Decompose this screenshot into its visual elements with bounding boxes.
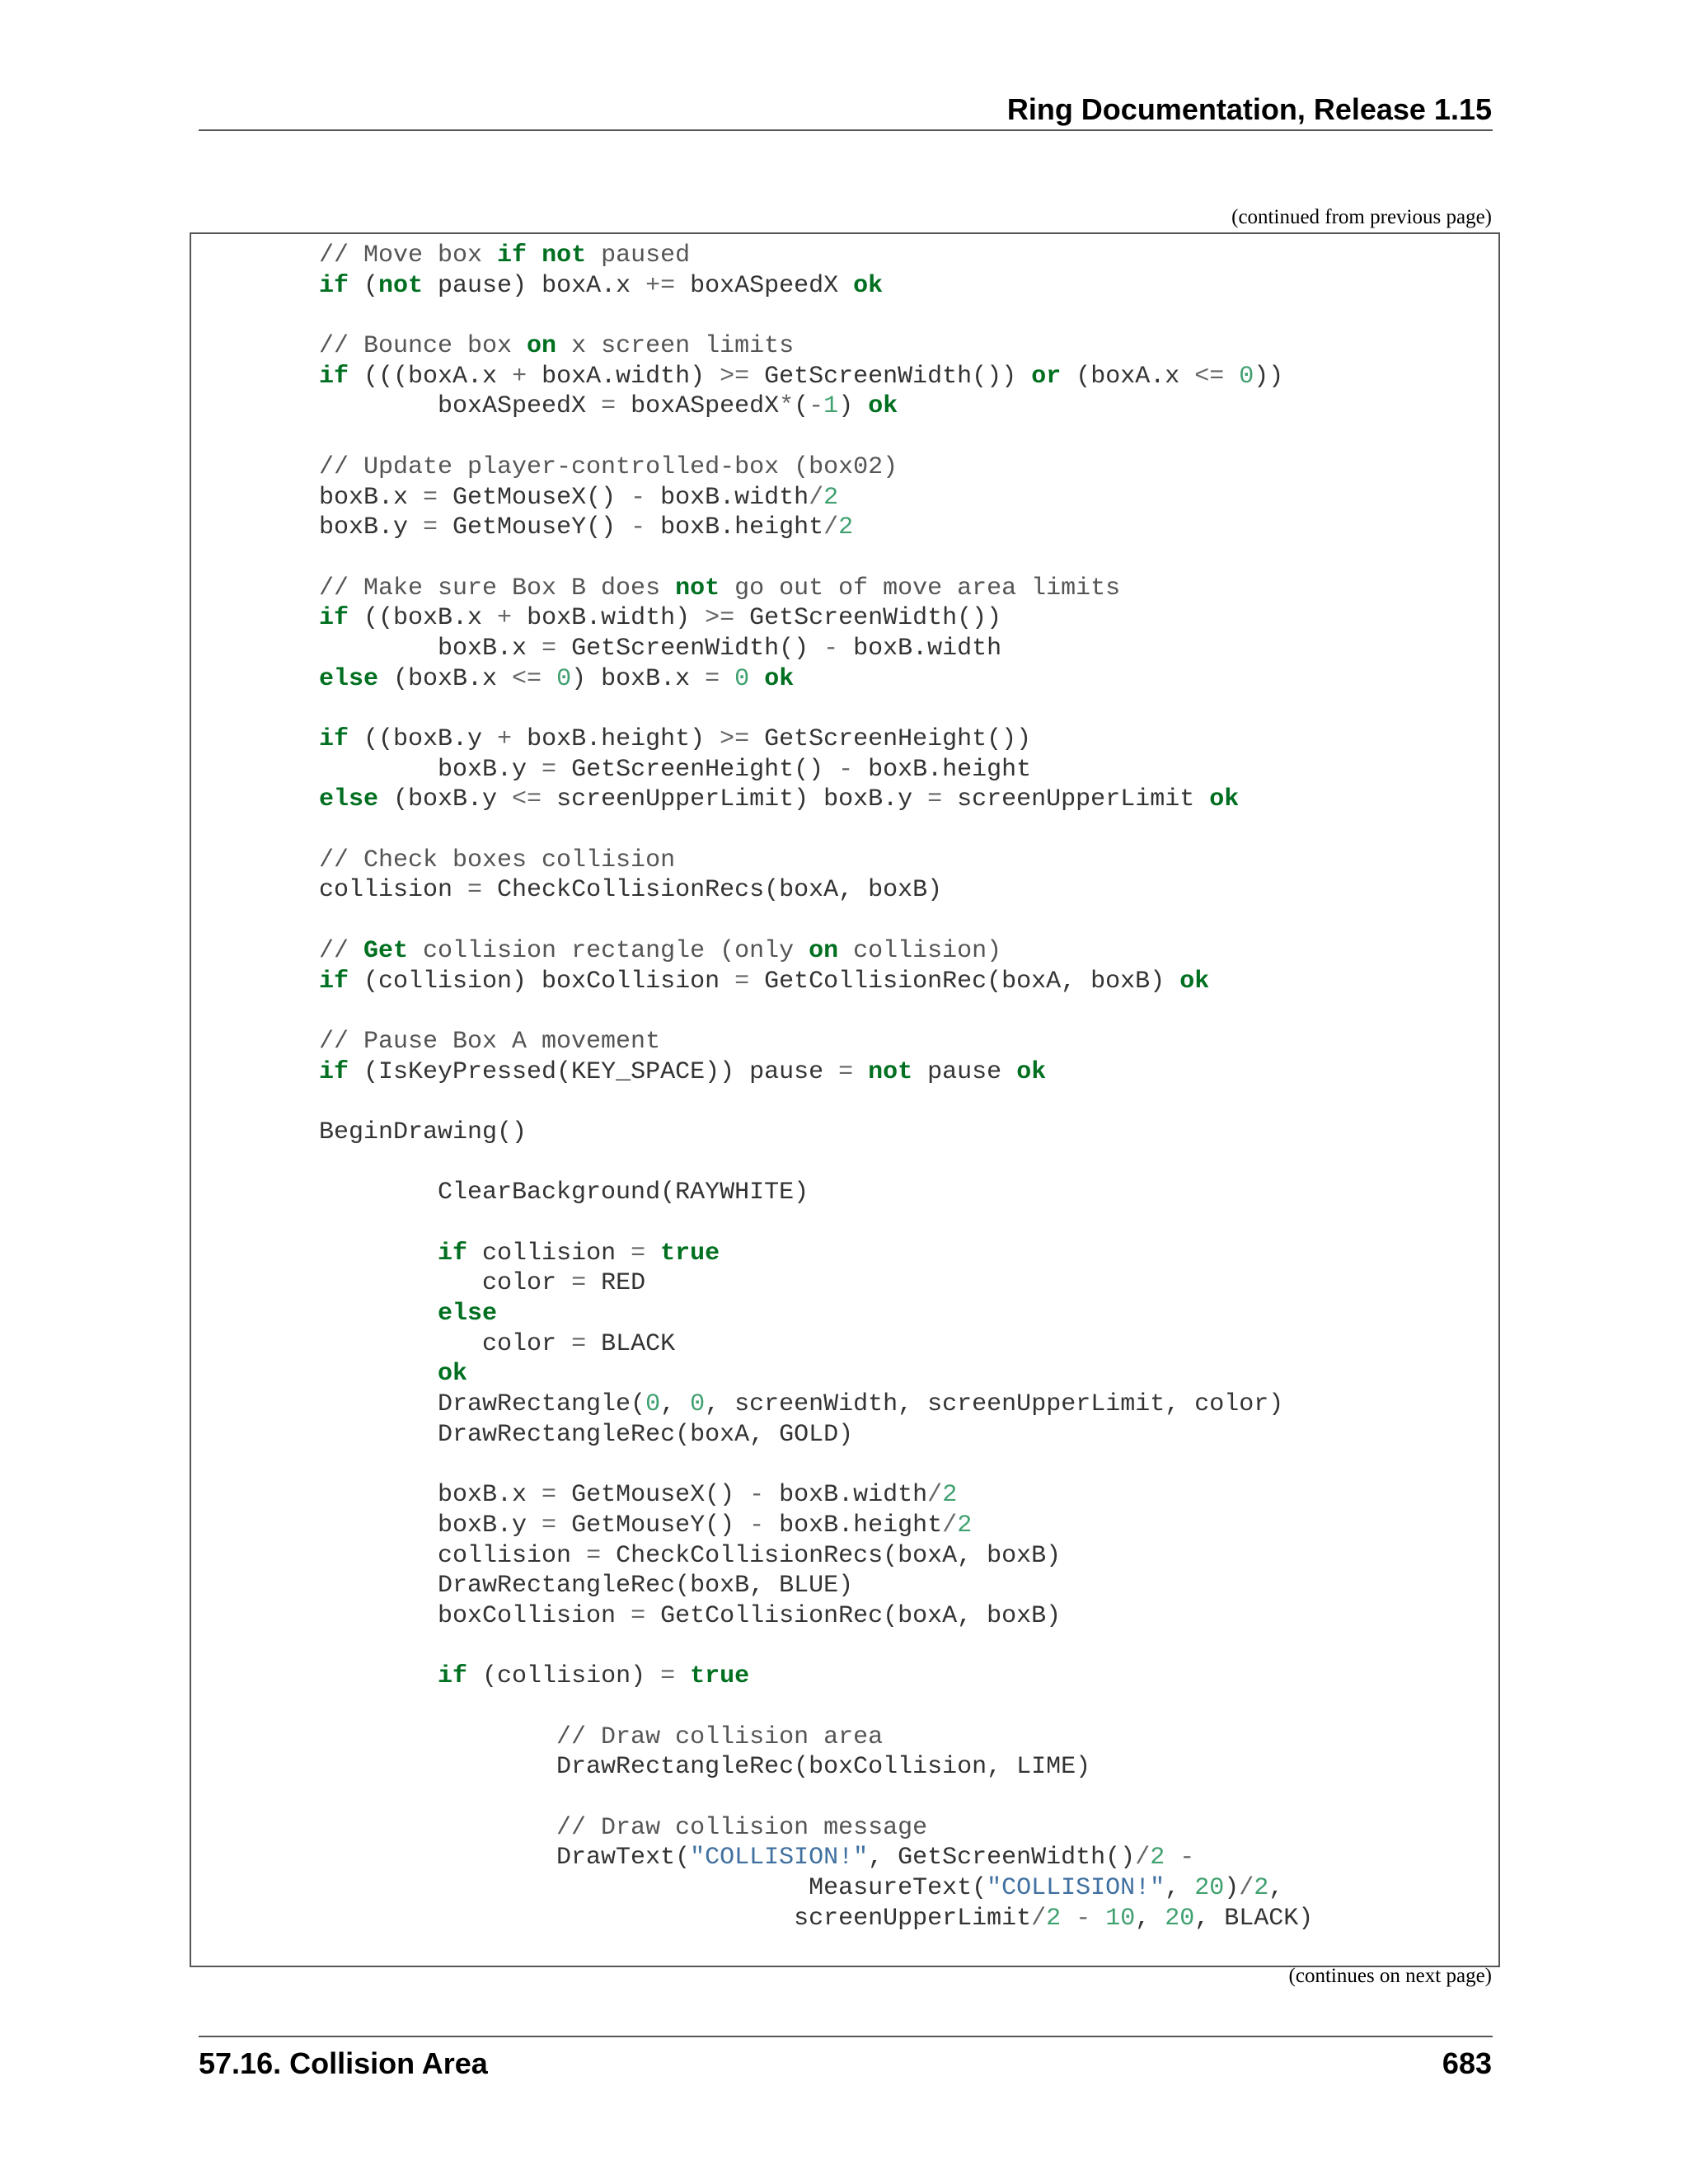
code-line <box>319 1511 1313 1541</box>
code-token: ((boxB.x <box>349 604 498 633</box>
code-token: GetScreenHeight()) <box>749 725 1032 753</box>
code-token: if <box>497 241 528 269</box>
code-line <box>319 452 1313 483</box>
code-token: GetScreenWidth()) <box>734 604 1002 633</box>
code-token: ok <box>868 392 898 421</box>
code-token <box>853 1058 868 1086</box>
code-listing <box>319 241 1313 1934</box>
code-token: = <box>631 1239 646 1268</box>
code-line <box>319 694 1313 724</box>
code-line <box>319 1571 1313 1601</box>
code-token: = <box>927 785 943 814</box>
code-token: 1 <box>823 392 839 421</box>
code-token: - <box>749 1481 765 1510</box>
code-token: pause <box>912 1057 1017 1086</box>
code-token: pause) boxA.x <box>423 271 646 300</box>
code-token: = <box>660 1662 676 1691</box>
code-token: if <box>319 1057 349 1086</box>
code-token: CheckCollisionRecs(boxA, boxB) <box>601 1541 1062 1570</box>
code-token: if <box>319 725 349 753</box>
code-token: // Pause Box A movement <box>319 1027 661 1056</box>
code-token <box>645 1240 660 1268</box>
footer-divider <box>199 2036 1493 2037</box>
code-token: + <box>497 725 513 753</box>
code-token: ( <box>794 392 809 421</box>
code-token: - <box>631 513 646 542</box>
code-token: = <box>542 755 557 784</box>
code-line <box>319 1813 1313 1844</box>
code-token: collision) <box>838 936 1002 965</box>
code-token: DrawRectangleRec(boxCollision, LIME) <box>319 1753 1091 1782</box>
code-token: ((boxB.y <box>349 725 498 753</box>
code-token: , screenWidth, screenUpperLimit, color) <box>705 1390 1284 1419</box>
code-token: 0 <box>1239 362 1254 391</box>
code-token: boxB.y <box>319 755 542 784</box>
code-token: go out of move area limits <box>720 574 1121 602</box>
code-token: not <box>868 1057 913 1086</box>
code-token: screenUpperLimit <box>942 785 1210 814</box>
code-line <box>319 1451 1313 1481</box>
code-token: Get <box>363 936 409 965</box>
code-token: "COLLISION!" <box>690 1844 869 1872</box>
code-token: GetMouseY() <box>556 1511 750 1540</box>
code-token: on <box>527 332 557 361</box>
code-line <box>319 815 1313 846</box>
code-token <box>319 1662 438 1690</box>
code-token: / <box>1239 1874 1254 1903</box>
code-token: // Update player-controlled-box (box02) <box>319 452 898 481</box>
code-token: if <box>319 362 349 391</box>
code-line <box>319 1541 1313 1572</box>
code-token: (((boxA.x <box>349 362 513 391</box>
code-token: 20 <box>1165 1904 1195 1933</box>
code-token: boxB.width) <box>512 604 706 633</box>
code-token: or <box>1031 362 1062 391</box>
code-token: - <box>1179 1844 1195 1872</box>
code-token: 20 <box>1194 1874 1225 1903</box>
code-token: = <box>734 967 750 996</box>
code-line <box>319 1843 1313 1873</box>
code-line <box>319 301 1313 331</box>
code-token: 2 <box>823 483 839 512</box>
code-line <box>319 755 1313 785</box>
code-token: , <box>660 1390 691 1419</box>
code-token: else <box>438 1300 498 1329</box>
code-token: = <box>423 513 438 542</box>
code-line <box>319 785 1313 815</box>
code-line <box>319 331 1313 362</box>
code-token: x screen limits <box>556 332 795 361</box>
code-token: / <box>809 483 824 512</box>
code-token: GetMouseX() <box>438 483 631 512</box>
code-token: paused <box>586 241 691 269</box>
code-line <box>319 1873 1313 1904</box>
code-token: boxB.width <box>764 1481 928 1510</box>
code-token <box>319 1360 438 1388</box>
code-line <box>319 875 1313 906</box>
code-token: >= <box>720 362 750 391</box>
code-token: boxB.width <box>838 634 1002 663</box>
code-token: 10 <box>1105 1904 1136 1933</box>
code-token <box>542 665 556 693</box>
code-token <box>749 665 764 693</box>
code-token: if <box>319 604 349 633</box>
code-token: - <box>1076 1904 1091 1933</box>
code-token: 0 <box>556 664 572 693</box>
code-token: boxB.width <box>645 483 809 512</box>
code-token: // Move box <box>319 241 498 269</box>
code-line <box>319 846 1313 876</box>
code-token: = <box>542 1481 557 1510</box>
code-line <box>319 1148 1313 1179</box>
code-token: MeasureText( <box>319 1874 987 1903</box>
code-token: 2 <box>942 1481 958 1510</box>
code-block <box>190 232 1500 1967</box>
code-token: true <box>690 1662 750 1691</box>
code-token: = <box>542 1511 557 1540</box>
code-token: ok <box>764 664 795 693</box>
code-token: - <box>809 392 824 421</box>
document-header-title: Ring Documentation, Release 1.15 <box>1006 92 1492 126</box>
continued-from-note: (continued from previous page) <box>1231 206 1492 228</box>
code-token: // Make sure Box B does <box>319 574 676 602</box>
code-token: // <box>319 936 364 965</box>
code-line <box>319 391 1313 422</box>
code-line <box>319 422 1313 452</box>
code-token: , GetScreenWidth() <box>868 1844 1136 1872</box>
code-token: 2 <box>1254 1874 1269 1903</box>
code-line <box>319 1661 1313 1692</box>
code-token: GetMouseX() <box>556 1481 750 1510</box>
code-line <box>319 1299 1313 1329</box>
code-token: 2 <box>1150 1844 1165 1872</box>
code-token: (IsKeyPressed(KEY_SPACE)) pause <box>349 1057 839 1086</box>
code-token: <= <box>512 664 542 693</box>
code-token: screenUpperLimit) boxB.y <box>542 785 928 814</box>
code-line <box>319 1087 1313 1118</box>
code-token: not <box>378 271 424 300</box>
code-line <box>319 1329 1313 1360</box>
code-token: RED <box>586 1269 646 1298</box>
code-token: (collision) boxCollision <box>349 967 735 996</box>
code-token: = <box>542 634 557 663</box>
code-line <box>319 1420 1313 1451</box>
code-token: ) boxB.x <box>571 664 706 693</box>
code-line <box>319 1239 1313 1269</box>
code-token: collision <box>319 876 468 905</box>
code-line <box>319 664 1313 695</box>
code-token: ok <box>1179 967 1210 996</box>
code-token: = <box>571 1269 587 1298</box>
code-token: 0 <box>645 1390 661 1419</box>
code-line <box>319 543 1313 574</box>
code-token: )) <box>1254 362 1284 391</box>
code-token: = <box>467 876 483 905</box>
code-token: boxB.height <box>645 513 824 542</box>
code-token: + <box>497 604 513 633</box>
code-line <box>319 1359 1313 1390</box>
code-token <box>319 1240 438 1268</box>
code-line <box>319 1178 1313 1208</box>
code-token: ( <box>349 271 379 300</box>
code-token: - <box>838 755 854 784</box>
code-token: , <box>1268 1874 1284 1903</box>
code-line <box>319 1632 1313 1662</box>
code-token: (boxB.x <box>378 664 513 693</box>
code-line <box>319 362 1313 392</box>
code-token: boxASpeedX <box>616 392 780 421</box>
code-token: boxB.y <box>319 1511 542 1540</box>
code-line <box>319 967 1313 997</box>
code-token: boxB.height) <box>512 725 720 753</box>
code-token: BeginDrawing() <box>319 1118 528 1146</box>
code-token: not <box>542 241 587 269</box>
code-token: 2 <box>1046 1904 1062 1933</box>
code-token: (collision) <box>467 1662 661 1691</box>
code-line <box>319 996 1313 1027</box>
code-token: boxB.x <box>319 483 424 512</box>
code-token: , <box>1165 1874 1195 1903</box>
code-token: / <box>1031 1904 1047 1933</box>
code-line <box>319 1904 1313 1934</box>
code-token: >= <box>720 725 750 753</box>
code-token: true <box>660 1239 720 1268</box>
code-token: ok <box>1016 1057 1047 1086</box>
code-token: GetMouseY() <box>438 513 631 542</box>
code-line <box>319 1752 1313 1783</box>
code-line <box>319 1118 1313 1148</box>
code-token: if <box>438 1239 468 1268</box>
code-token: color <box>319 1329 572 1358</box>
code-token: if <box>438 1662 468 1691</box>
code-token: ClearBackground(RAYWHITE) <box>319 1179 809 1207</box>
code-token: screenUpperLimit <box>319 1904 1032 1933</box>
code-token: else <box>319 785 379 814</box>
code-line <box>319 1783 1313 1813</box>
code-token: collision rectangle (only <box>408 936 809 965</box>
code-token: boxB.y <box>319 513 424 542</box>
page-number: 683 <box>1442 2046 1492 2080</box>
code-token: + <box>512 362 528 391</box>
code-token: GetScreenHeight() <box>556 755 839 784</box>
code-token: else <box>319 664 379 693</box>
code-token <box>1224 363 1239 391</box>
code-token <box>675 1662 690 1690</box>
code-token: ok <box>1209 785 1240 814</box>
code-token <box>1165 1844 1179 1872</box>
code-token: DrawRectangleRec(boxA, GOLD) <box>319 1420 854 1449</box>
header-divider <box>199 129 1493 131</box>
code-token: = <box>631 1601 646 1630</box>
code-token <box>319 1814 556 1842</box>
code-token: += <box>645 271 676 300</box>
code-line <box>319 1722 1313 1753</box>
code-token: boxB.height <box>853 755 1032 784</box>
code-token: DrawRectangle( <box>319 1390 646 1419</box>
code-token: not <box>675 574 720 602</box>
continues-on-note: (continues on next page) <box>1288 1965 1492 1987</box>
code-token: = <box>571 1329 587 1358</box>
code-token: BLACK <box>586 1329 676 1358</box>
code-token: 0 <box>690 1390 706 1419</box>
code-line <box>319 906 1313 936</box>
code-token: = <box>586 1541 602 1570</box>
code-line <box>319 1480 1313 1511</box>
code-token: * <box>779 392 795 421</box>
code-token: "COLLISION!" <box>987 1874 1165 1903</box>
code-line <box>319 271 1313 302</box>
code-token: GetCollisionRec(boxA, boxB) <box>749 967 1180 996</box>
code-token: // Bounce box <box>319 332 528 361</box>
code-line <box>319 1268 1313 1299</box>
code-token: - <box>749 1511 765 1540</box>
code-token: // Draw collision message <box>556 1813 928 1842</box>
code-token: / <box>1135 1844 1151 1872</box>
code-token: >= <box>705 604 735 633</box>
code-token: boxCollision <box>319 1601 631 1630</box>
code-token: color <box>319 1269 572 1298</box>
code-token <box>319 1723 556 1751</box>
code-line <box>319 1057 1313 1088</box>
code-token: / <box>927 1481 943 1510</box>
code-token: = <box>601 392 617 421</box>
code-token: 0 <box>734 664 750 693</box>
code-line <box>319 724 1313 755</box>
code-token: 2 <box>957 1511 973 1540</box>
code-token: boxASpeedX <box>319 392 602 421</box>
code-token: boxB.x <box>319 1481 542 1510</box>
code-token: / <box>823 513 839 542</box>
code-token: ok <box>853 271 884 300</box>
code-token: DrawRectangleRec(boxB, BLUE) <box>319 1572 854 1601</box>
code-token <box>1090 1905 1105 1933</box>
code-token: GetScreenWidth()) <box>749 362 1032 391</box>
code-token: CheckCollisionRecs(boxA, boxB) <box>482 876 943 905</box>
code-token: 2 <box>838 513 854 542</box>
code-token: ) <box>1224 1874 1240 1903</box>
code-token: / <box>942 1511 958 1540</box>
code-line <box>319 1692 1313 1722</box>
code-line <box>319 936 1313 967</box>
code-token: boxA.width) <box>527 362 720 391</box>
code-token: boxB.x <box>319 634 542 663</box>
footer-section-title: 57.16. Collision Area <box>199 2046 488 2080</box>
code-token: <= <box>512 785 542 814</box>
code-token <box>319 1300 438 1328</box>
code-token: = <box>705 664 720 693</box>
code-token <box>527 241 542 269</box>
code-line <box>319 241 1313 271</box>
code-line <box>319 1601 1313 1632</box>
code-token: , BLACK) <box>1194 1904 1314 1933</box>
code-token: GetCollisionRec(boxA, boxB) <box>645 1601 1062 1630</box>
code-line <box>319 574 1313 604</box>
code-token: on <box>809 936 839 965</box>
code-token: - <box>823 634 839 663</box>
code-token: ) <box>838 392 869 421</box>
code-token: boxASpeedX <box>675 271 854 300</box>
code-token: GetScreenWidth() <box>556 634 824 663</box>
code-line <box>319 603 1313 634</box>
code-line <box>319 1208 1313 1239</box>
code-line <box>319 1390 1313 1420</box>
code-token: // Check boxes collision <box>319 846 676 874</box>
code-token: (boxB.y <box>378 785 513 814</box>
code-token <box>720 665 734 693</box>
code-token: = <box>838 1057 854 1086</box>
code-token <box>1061 1905 1076 1933</box>
code-token: collision <box>319 1541 587 1570</box>
code-token: collision <box>467 1239 631 1268</box>
code-token: // Draw collision area <box>556 1722 884 1751</box>
code-line <box>319 1027 1313 1057</box>
code-line <box>319 513 1313 543</box>
code-token: ok <box>438 1360 468 1389</box>
code-token: , <box>1135 1904 1165 1933</box>
code-token: if <box>319 271 349 300</box>
code-token: DrawText( <box>319 1844 691 1872</box>
code-token: = <box>423 483 438 512</box>
code-line <box>319 483 1313 513</box>
code-token: (boxA.x <box>1061 362 1195 391</box>
code-token: if <box>319 967 349 996</box>
code-token: <= <box>1194 362 1225 391</box>
code-token: - <box>631 483 646 512</box>
code-line <box>319 634 1313 664</box>
code-token: boxB.height <box>764 1511 943 1540</box>
